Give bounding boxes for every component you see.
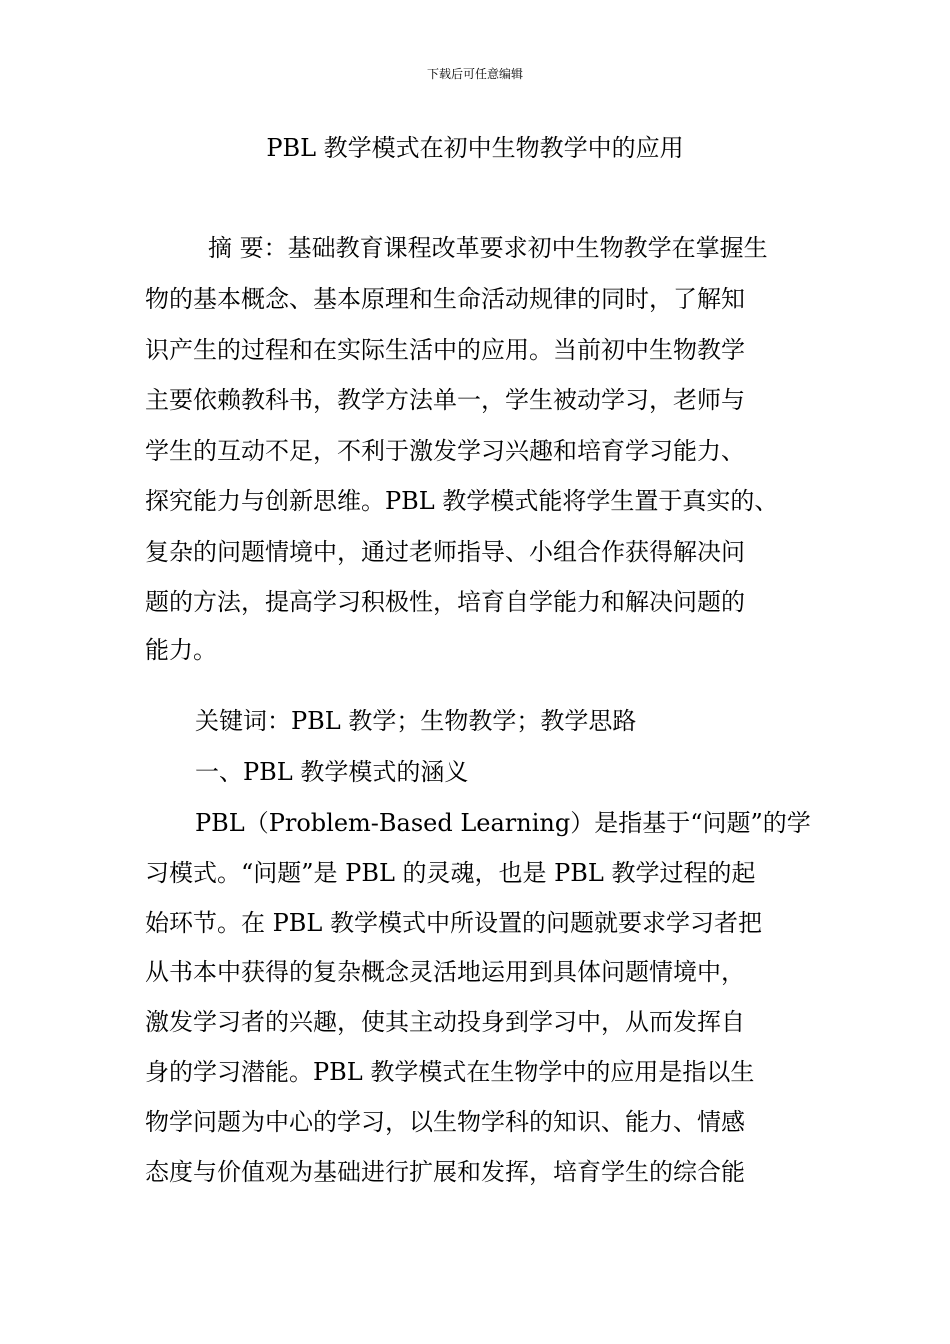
abstract-line: 摘 要：基础教育课程改革要求初中生物教学在掌握生 (208, 234, 768, 262)
abstract-line: 探究能力与创新思维。PBL 教学模式能将学生置于真实的、 (145, 487, 779, 515)
abstract-line: 复杂的问题情境中，通过老师指导、小组合作获得解决问 (145, 538, 745, 566)
abstract-line: 物的基本概念、基本原理和生命活动规律的同时，了解知 (145, 285, 745, 313)
body-line: 始环节。在 PBL 教学模式中所设置的问题就要求学习者把 (145, 909, 762, 937)
body-line: 身的学习潜能。PBL 教学模式在生物学中的应用是指以生 (145, 1058, 755, 1086)
body-line: 态度与价值观为基础进行扩展和发挥，培育学生的综合能 (145, 1158, 745, 1186)
body-line: 从书本中获得的复杂概念灵活地运用到具体问题情境中， (145, 958, 745, 986)
body-line: 物学问题为中心的学习，以生物学科的知识、能力、情感 (145, 1108, 745, 1136)
abstract-line: 主要依赖教科书，教学方法单一，学生被动学习，老师与 (145, 386, 745, 414)
abstract-line: 识产生的过程和在实际生活中的应用。当前初中生物教学 (145, 336, 745, 364)
section-heading: 一、PBL 教学模式的涵义 (195, 758, 469, 786)
body-line: 习模式。“问题”是 PBL 的灵魂，也是 PBL 教学过程的起 (145, 859, 756, 887)
document-title: PBL 教学模式在初中生物教学中的应用 (266, 134, 684, 162)
abstract-line: 能力。 (145, 636, 217, 664)
body-line: PBL（Problem-Based Learning）是指基于“问题”的学 (195, 809, 811, 837)
header-note: 下载后可任意编辑 (426, 67, 523, 81)
body-line: 激发学习者的兴趣，使其主动投身到学习中，从而发挥自 (145, 1008, 745, 1036)
keywords: 关键词：PBL 教学；生物教学；教学思路 (195, 707, 637, 735)
abstract-line: 题的方法，提高学习积极性，培育自学能力和解决问题的 (145, 588, 745, 616)
abstract-line: 学生的互动不足，不利于激发学习兴趣和培育学习能力、 (145, 437, 745, 465)
